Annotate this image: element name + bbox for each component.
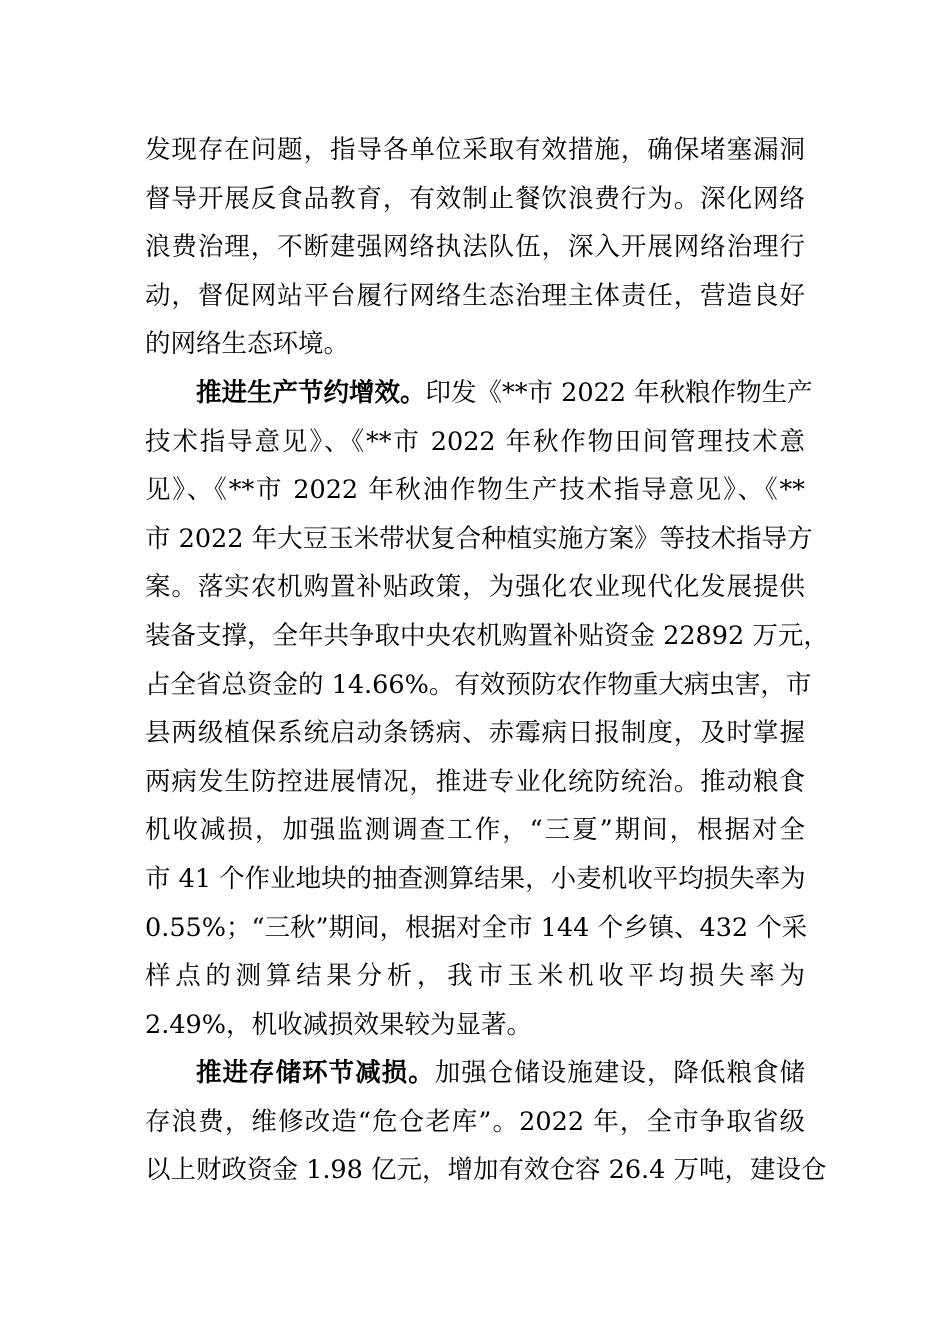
text-line: 以上财政资金 1.98 亿元，增加有效仓容 26.4 万吨，建设仓 bbox=[145, 1155, 827, 1186]
text-line: 市 2022 年大豆玉米带状复合种植实施方案》等技术指导方 bbox=[145, 523, 813, 554]
text-line: 存浪费，维修改造“危仓老库”。2022 年，全市争取省级 bbox=[145, 1106, 805, 1137]
paragraph-1 bbox=[145, 126, 805, 369]
paragraph-3 bbox=[145, 1049, 827, 1195]
text-line: 见》、《**市 2022 年秋油作物生产技术指导意见》、《** bbox=[145, 475, 805, 506]
text-line: 2.49%，机收减损效果较为显著。 bbox=[145, 1009, 533, 1040]
text-line: 案。落实农机购置补贴政策，为强化农业现代化发展提供 bbox=[145, 572, 805, 603]
text-run: 加强仓储设施建设，降低粮食储 bbox=[434, 1058, 805, 1089]
paragraph-heading: 推进生产节约增效。 bbox=[196, 377, 426, 408]
text-line bbox=[145, 369, 813, 418]
text-line: 市 41 个作业地块的抽查测算结果，小麦机收平均损失率为 bbox=[145, 863, 806, 894]
text-line: 浪费治理，不断建强网络执法队伍，深入开展网络治理行 bbox=[145, 232, 805, 263]
text-run: 印发《**市 2022 年秋粮作物生产 bbox=[425, 377, 813, 408]
text-line: 占全省总资金的 14.66%。有效预防农作物重大病虫害，市 bbox=[145, 669, 812, 700]
text-line: 0.55%；“三秋”期间，根据对全市 144 个乡镇、432 个采 bbox=[145, 912, 808, 943]
text-line: 技术指导意见》、《**市 2022 年秋作物田间管理技术意 bbox=[145, 426, 805, 457]
text-line: 装备支撑，全年共争取中央农机购置补贴资金 22892 万元， bbox=[145, 620, 829, 651]
text-line: 两病发生防控进展情况，推进专业化统防统治。推动粮食 bbox=[145, 766, 805, 797]
text-line: 发现存在问题，指导各单位采取有效措施，确保堵塞漏洞 bbox=[145, 135, 805, 165]
paragraph-2 bbox=[145, 369, 829, 1049]
text-line: 动，督促网站平台履行网络生态治理主体责任，营造良好 bbox=[145, 280, 805, 311]
paragraph-heading: 推进存储环节减损。 bbox=[196, 1058, 435, 1089]
text-line bbox=[145, 1049, 805, 1098]
text-line: 机收减损，加强监测调查工作，“三夏”期间，根据对全 bbox=[145, 815, 805, 846]
text-line: 督导开展反食品教育，有效制止餐饮浪费行为。深化网络 bbox=[145, 183, 805, 214]
document-body bbox=[145, 126, 829, 1195]
text-line: 县两级植保系统启动条锈病、赤霉病日报制度，及时掌握 bbox=[145, 718, 805, 749]
text-line: 样点的测算结果分析，我市玉米机收平均损失率为 bbox=[145, 961, 805, 992]
text-line: 的网络生态环境。 bbox=[145, 329, 350, 360]
